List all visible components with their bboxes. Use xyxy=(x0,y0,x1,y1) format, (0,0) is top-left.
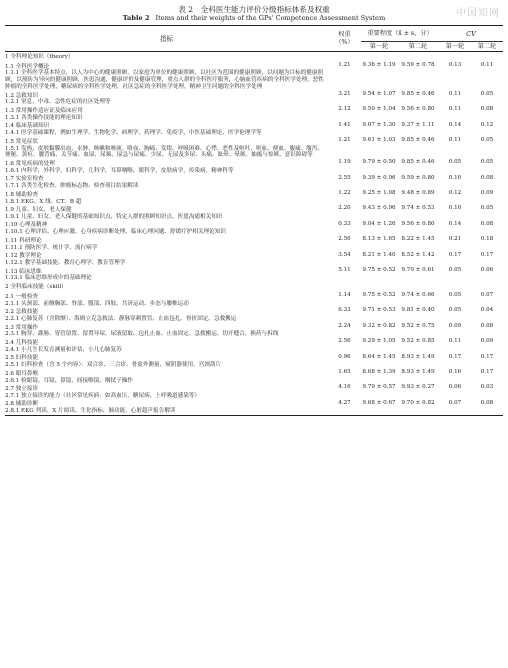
importance-round1-cell: 9.54 ± 1.07 xyxy=(362,90,396,97)
importance-round2-cell: 9.85 ± 0.46 xyxy=(401,137,435,144)
cv-round2-cell: 0.08 xyxy=(471,400,503,416)
indicator-row xyxy=(5,159,503,174)
cv-round2-cell: 0.05 xyxy=(480,205,494,212)
cv-round1-cell: 0.21 xyxy=(448,236,462,243)
importance-round2-cell: 9.70 ± 0.82 xyxy=(397,400,439,416)
weight-cell: 1.21 xyxy=(338,61,351,68)
tertiary-indicator: 1.7.1 各类生化检查、肿瘤标志物、检查项目结果解读 xyxy=(5,183,139,190)
importance-round1-cell: 9.29 ± 1.05 xyxy=(362,338,396,345)
cv-round1-cell: 0.16 xyxy=(448,368,462,375)
cv-round1-cell: 0.10 xyxy=(448,174,462,181)
secondary-indicator: 1.7 实验室检查 xyxy=(5,176,44,183)
importance-round1-cell: 8.68 ± 1.39 xyxy=(362,368,396,375)
weight-cell: 4.16 xyxy=(338,384,351,391)
section-row xyxy=(5,52,503,62)
cv-round2-cell: 0.09 xyxy=(480,338,494,345)
weight-cell: 1.19 xyxy=(338,159,351,166)
cv-round2-cell: 0.06 xyxy=(480,266,494,273)
cv-round2-cell: 0.17 xyxy=(480,353,494,360)
indicator-cell xyxy=(5,292,328,307)
cv-round1-cell: 0.11 xyxy=(448,137,462,144)
indicator-cell xyxy=(5,354,328,369)
header-cv-round1: 第一轮 xyxy=(439,42,471,52)
importance-round1-cell: 9.71 ± 0.53 xyxy=(362,307,396,314)
cv-round2-cell: 0.18 xyxy=(480,236,494,243)
tertiary-indicator: 2.5.1 妇科检查（含 5 个内容）：双合诊、三合诊、骨盆外测量、窥阴器使用、宫颈刮片 xyxy=(5,362,222,369)
cv-round2-cell: 0.08 xyxy=(480,322,494,329)
indicator-row xyxy=(5,384,503,399)
cv-round2-cell: 0.03 xyxy=(480,384,494,391)
header-cv-round2: 第二轮 xyxy=(471,42,503,52)
cv-round2-cell: 0.08 xyxy=(480,220,494,227)
indicator-row xyxy=(5,267,503,282)
indicator-row xyxy=(5,307,503,322)
indicator-cell xyxy=(5,62,328,91)
indicator-row xyxy=(5,400,503,416)
importance-round2-cell: 9.81 ± 0.40 xyxy=(401,307,435,314)
tertiary-indicator: 1.1.1 全科医学基本特点，以人为中心的健康照顾，以家庭为单位的健康照顾，以社区为范围的健康照顾，以问题为目标的健康照顾，以预防为导向的健康照顾，医患沟通，健康评价及健康管理，重点人群的全科医疗服务，心脑血管疾病的全科医学处理，恶性肿瘤的全科医学处理，糖尿病的全科医学处理，社区急症的全科医学处理，精神卫生问题的全科医学处理 xyxy=(5,70,324,91)
secondary-indicator: 2.8 辅助诊断 xyxy=(5,401,39,408)
cv-round2-cell: 0.11 xyxy=(480,61,494,68)
indicator-cell xyxy=(5,91,328,106)
indicator-cell xyxy=(5,267,328,282)
indicator-cell xyxy=(5,307,328,322)
indicator-cell xyxy=(5,252,328,267)
cv-round2-cell: 0.17 xyxy=(480,251,494,258)
indicator-row xyxy=(5,175,503,190)
indicator-cell xyxy=(5,122,328,137)
importance-round2-cell: 9.74 ± 0.66 xyxy=(401,292,435,299)
cv-round1-cell: 0.07 xyxy=(439,400,471,416)
section-title: 1 全科理论知识（theory） xyxy=(5,54,74,60)
cv-round2-cell: 0.08 xyxy=(480,106,494,113)
indicator-row xyxy=(5,292,503,307)
weight-cell: 2.56 xyxy=(338,236,351,243)
tertiary-indicator: 1.11.1 预防医学、统计学、流行病学 xyxy=(5,244,98,251)
indicator-row xyxy=(5,190,503,205)
cv-round1-cell: 0.11 xyxy=(448,90,462,97)
cv-round2-cell: 0.09 xyxy=(480,190,494,196)
cv-round2-cell: 0.04 xyxy=(480,307,494,314)
weight-cell: 6.33 xyxy=(338,307,351,314)
importance-round2-cell: 9.85 ± 0.46 xyxy=(401,90,435,97)
tertiary-indicator: 1.8.1 EKG、X 线、CT、B 超 xyxy=(5,198,82,205)
importance-round2-cell: 9.70 ± 0.61 xyxy=(401,266,435,273)
table-body xyxy=(5,52,503,416)
table-title-en xyxy=(0,14,508,22)
secondary-indicator: 1.4 临床基础知识 xyxy=(5,123,50,130)
tertiary-indicator: 1.9.1 儿童、妇女、老人保健的基础知识点，特定人群的照顾知识点、医患沟通相关知识 xyxy=(5,213,223,220)
importance-round1-cell: 9.36 ± 1.19 xyxy=(362,61,396,68)
table-title-cn: 表 2 全科医生能力评价分级指标体系及权重 xyxy=(178,5,330,14)
secondary-indicator: 1.1 全科医学概论 xyxy=(5,63,50,70)
importance-round2-cell: 9.52 ± 0.75 xyxy=(401,322,435,329)
weight-cell: 3.54 xyxy=(338,251,351,258)
tertiary-indicator: 1.3.1 各类操作技能的理论知识 xyxy=(5,114,83,121)
tertiary-indicator: 2.3.1 胸穿、灌肠、胃管留置、留置导尿、尿液留取、包扎止血、止血固定、急救搬运、切开缝合、换药与拆线 xyxy=(5,331,279,338)
table-header xyxy=(5,26,503,52)
indicator-row xyxy=(5,205,503,220)
cv-round1-cell: 0.05 xyxy=(448,292,462,299)
importance-round1-cell: 8.21 ± 1.40 xyxy=(362,251,396,258)
indicator-row xyxy=(5,91,503,106)
indicator-cell xyxy=(5,323,328,338)
importance-round1-cell: 9.79 ± 0.57 xyxy=(362,384,396,391)
header-importance-round2: 第二轮 xyxy=(397,42,439,52)
weight-cell: 2.55 xyxy=(338,174,351,181)
tertiary-indicator: 2.4.1 小儿生长发育测量和评估、小儿心肺复苏 xyxy=(5,346,122,353)
indicator-cell xyxy=(5,221,328,236)
header-weight-label: 权重 xyxy=(338,30,351,38)
importance-round1-cell: 9.79 ± 0.50 xyxy=(362,159,396,166)
tertiary-indicator: 2.1.1 头颈部、前侧胸部、脊部、腹部、四肢、共济运动、步态与腰椎运动 xyxy=(5,300,189,307)
table-label: Table 2 xyxy=(122,14,150,22)
secondary-indicator: 1.6 常见疾病的处理 xyxy=(5,160,55,167)
tertiary-indicator: 1.5.1 发热、皮肤黏膜出血、水肿、咳嗽和咳痰、咯血、胸痛、发绀、呼吸困难、心悸、恶性及呕吐、呕血、便血、腹痛、腹泻、便秘、黄疸、腰背痛、关节痛、血尿、尿频、尿急与尿痛、少尿、无尿及多尿、头痛、眩晕、晕厥、抽搐与惊厥、意识障碍等 xyxy=(5,145,324,159)
weight-cell: 2.24 xyxy=(338,322,351,329)
weight-cell: 1.65 xyxy=(338,368,351,375)
cv-round1-cell: 0.10 xyxy=(448,205,462,212)
importance-round1-cell: 8.64 ± 1.45 xyxy=(362,353,396,360)
importance-round1-cell: 9.25 ± 1.08 xyxy=(362,190,396,196)
secondary-indicator: 2.3 常用操作 xyxy=(5,324,39,331)
importance-round2-cell: 9.74 ± 0.53 xyxy=(401,205,435,212)
header-importance: 重要程度（x̄ ± s，分） xyxy=(361,26,439,42)
importance-round1-cell: 9.39 ± 0.96 xyxy=(362,174,396,181)
cv-round2-cell: 0.05 xyxy=(480,90,494,97)
indicator-cell xyxy=(5,190,328,205)
tertiary-indicator: 2.6.1 检眼镜、耳镜、鼻镜、间接喉镜、咽拭子操作 xyxy=(5,377,133,384)
secondary-indicator: 1.12 教学理论 xyxy=(5,253,42,260)
table-title-en-text: Items and their weights of the GPs' Competence Assessment System xyxy=(155,14,386,22)
weight-cell: 1.14 xyxy=(338,292,351,299)
weight-cell: 2.56 xyxy=(338,338,351,345)
indicator-row xyxy=(5,252,503,267)
secondary-indicator: 1.3 常用操作适应证及临床应用 xyxy=(5,107,83,114)
importance-round2-cell: 9.56 ± 0.80 xyxy=(401,220,435,227)
importance-round1-cell: 9.07 ± 1.30 xyxy=(362,121,396,128)
secondary-indicator: 1.8 辅助检查 xyxy=(5,191,39,198)
importance-round1-cell: 8.13 ± 1.65 xyxy=(362,236,396,243)
cv-round1-cell: 0.05 xyxy=(448,159,462,166)
indicator-row xyxy=(5,62,503,91)
cv-round1-cell: 0.14 xyxy=(448,220,462,227)
importance-round2-cell: 9.48 ± 0.89 xyxy=(401,190,435,196)
cv-round1-cell: 0.14 xyxy=(448,121,462,128)
weight-cell: 0.96 xyxy=(338,353,351,360)
importance-round2-cell: 9.59 ± 0.78 xyxy=(401,61,435,68)
secondary-indicator: 2.6 眼耳鼻喉 xyxy=(5,370,39,377)
indicator-cell xyxy=(5,236,328,251)
cv-round2-cell: 0.07 xyxy=(480,292,494,299)
tertiary-indicator: 2.8.1 EKG 判读、X 片阅读、生化指标、肺功能、心脏超声报告解读 xyxy=(5,408,176,415)
weight-cell: 2.20 xyxy=(338,205,351,212)
weight-cell: 5.11 xyxy=(338,266,351,273)
cv-round2-cell: 0.05 xyxy=(480,137,494,144)
cv-round1-cell: 0.05 xyxy=(448,266,462,273)
indicator-row xyxy=(5,236,503,251)
importance-round1-cell: 9.61 ± 1.03 xyxy=(362,137,396,144)
weight-cell: 4.27 xyxy=(328,400,361,416)
cv-round2-cell: 0.12 xyxy=(480,121,494,128)
importance-round1-cell: 9.04 ± 1.26 xyxy=(362,220,396,227)
indicator-row xyxy=(5,122,503,137)
secondary-indicator: 2.7 独立接诊 xyxy=(5,386,39,393)
indicator-cell xyxy=(5,369,328,384)
secondary-indicator: 1.10 心理及精神 xyxy=(5,222,48,229)
tertiary-indicator: 1.13.1 临床思维形成中的基础理论 xyxy=(5,275,92,282)
indicator-row xyxy=(5,323,503,338)
indicator-row xyxy=(5,137,503,159)
indicator-cell xyxy=(5,384,328,399)
importance-round2-cell: 8.52 ± 1.42 xyxy=(401,251,435,258)
tertiary-indicator: 1.4.1 医学基础课程，例如生理学、生物化学、病理学、药理学、免疫学、中医基础理论、医学伦理学等 xyxy=(5,130,262,137)
cv-round1-cell: 0.11 xyxy=(448,338,462,345)
indicator-row xyxy=(5,221,503,236)
cv-round1-cell: 0.17 xyxy=(448,353,462,360)
importance-round1-cell: 9.32 ± 0.82 xyxy=(362,322,396,329)
importance-round2-cell: 8.22 ± 1.45 xyxy=(401,236,435,243)
cv-round2-cell: 0.05 xyxy=(480,159,494,166)
header-importance-round1: 第一轮 xyxy=(361,42,397,52)
cv-round2-cell: 0.08 xyxy=(480,174,494,181)
header-weight xyxy=(328,26,361,52)
importance-round2-cell: 9.85 ± 0.46 xyxy=(401,159,435,166)
weight-cell: 2.12 xyxy=(338,106,351,113)
header-cv: CV xyxy=(439,26,503,42)
indicator-row xyxy=(5,354,503,369)
secondary-indicator: 2.4 儿科技能 xyxy=(5,339,39,346)
header-weight-unit: （%） xyxy=(335,38,354,46)
importance-round1-cell: 9.43 ± 0.96 xyxy=(362,205,396,212)
importance-round1-cell: 9.50 ± 1.04 xyxy=(362,106,396,113)
tertiary-indicator: 1.2.1 窒息、中毒、急性危症的社区处理等 xyxy=(5,99,111,106)
indicator-cell xyxy=(5,175,328,190)
indicator-cell xyxy=(5,137,328,159)
section-row xyxy=(5,282,503,292)
importance-round2-cell: 8.93 ± 1.49 xyxy=(401,353,435,360)
indicator-cell xyxy=(5,400,328,416)
indicator-cell xyxy=(5,338,328,353)
tertiary-indicator: 1.12.1 教学基础技能、教育心理学、教育管理学 xyxy=(5,260,126,267)
tertiary-indicator: 1.6.1 内科学，外科学，妇科学，儿科学，耳鼻咽喉，眼科学，皮肤病学，传染病，精神科等 xyxy=(5,167,234,174)
indicator-row xyxy=(5,369,503,384)
secondary-indicator: 1.9 儿童、妇女、老人保健 xyxy=(5,207,72,214)
cnki-watermark: 中国知网 xyxy=(456,8,500,19)
tertiary-indicator: 2.7.1 独立接诊的能力（社区常见疾病：如高血压、糖尿病、上呼吸道感染等） xyxy=(5,392,201,399)
weight-cell: 1.22 xyxy=(338,190,351,196)
header-indicator: 指标 xyxy=(5,26,328,52)
section-title: 2 全科临床技能（skill） xyxy=(5,284,67,291)
cv-round1-cell: 0.11 xyxy=(448,106,462,113)
cv-round1-cell: 0.05 xyxy=(448,307,462,314)
weight-cell: 1.21 xyxy=(338,137,351,144)
importance-round1-cell: 9.75 ± 0.52 xyxy=(362,292,396,299)
importance-round2-cell: 9.93 ± 0.27 xyxy=(401,384,435,391)
cv-round1-cell: 0.12 xyxy=(448,190,462,196)
indicator-row xyxy=(5,106,503,121)
importance-round2-cell: 9.59 ± 0.80 xyxy=(401,174,435,181)
indicator-cell xyxy=(5,159,328,174)
importance-round2-cell: 8.93 ± 1.49 xyxy=(401,368,435,375)
secondary-indicator: 1.13 临床思维 xyxy=(5,268,42,275)
cv-round1-cell: 0.13 xyxy=(448,61,462,68)
importance-round2-cell: 9.56 ± 0.80 xyxy=(401,106,435,113)
secondary-indicator: 1.11 科研理论 xyxy=(5,237,42,244)
secondary-indicator: 1.2 急救知识 xyxy=(5,92,39,99)
cv-round1-cell: 0.06 xyxy=(448,384,462,391)
weight-cell: 3.21 xyxy=(338,90,351,97)
indicator-cell xyxy=(5,205,328,220)
indicator-table xyxy=(5,25,503,416)
secondary-indicator: 2.5 妇科技能 xyxy=(5,355,39,362)
importance-round2-cell: 9.52 ± 0.85 xyxy=(401,338,435,345)
cv-round1-cell: 0.17 xyxy=(448,251,462,258)
indicator-row xyxy=(5,338,503,353)
importance-round1-cell: 9.68 ± 0.67 xyxy=(361,400,397,416)
tertiary-indicator: 1.10.1 心理评估、心理应激、心身疾病诊断处理、临床心理问题、舒缓疗护相关理论知识 xyxy=(5,229,226,236)
weight-cell: 0.33 xyxy=(338,220,351,227)
importance-round2-cell: 9.37 ± 1.11 xyxy=(401,121,435,128)
cv-round2-cell: 0.17 xyxy=(480,368,494,375)
secondary-indicator: 2.2 急救技能 xyxy=(5,309,39,316)
cv-round1-cell: 0.09 xyxy=(448,322,462,329)
importance-round1-cell: 9.75 ± 0.52 xyxy=(362,266,396,273)
secondary-indicator: 1.5 常见症状 xyxy=(5,138,39,145)
tertiary-indicator: 2.2.1 心肺复苏（含除颤）、海姆立克急救法、静脉穿刺置管、止血包扎、骨折固定、急救搬运 xyxy=(5,316,237,322)
secondary-indicator: 2.1 一般检查 xyxy=(5,293,39,300)
weight-cell: 1.41 xyxy=(338,121,351,128)
indicator-cell xyxy=(5,106,328,121)
